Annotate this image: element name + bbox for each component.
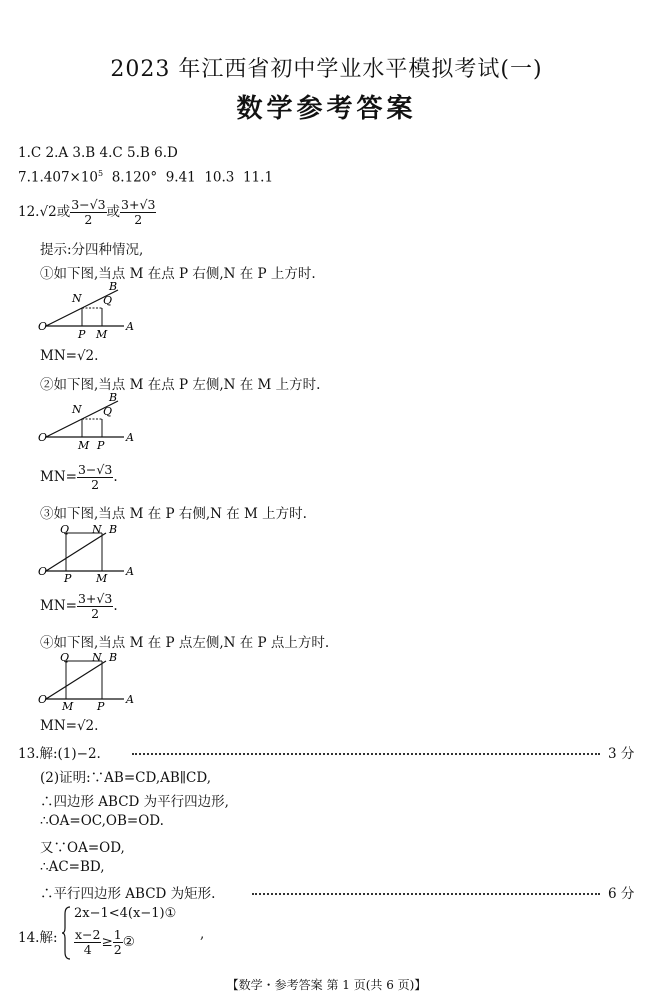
label-q: Q	[60, 523, 70, 536]
label-n: N	[92, 651, 102, 664]
geq-sign: ≥	[101, 934, 113, 950]
q14-fraction-right	[113, 928, 123, 957]
q13-part-2-line-4: 又∵OA=OD,	[40, 840, 125, 856]
label-b: B	[109, 391, 118, 404]
label-o: O	[38, 431, 48, 444]
q12-case-2: ②如下图,当点 M 在点 P 左侧,N 在 M 上方时.	[40, 377, 321, 393]
label-o: O	[38, 320, 48, 333]
q13-part-2-score: 6 分	[608, 886, 635, 902]
figure-case-4	[36, 649, 146, 711]
q12-sqrt2: √2	[39, 204, 57, 220]
q12-fraction-1	[70, 198, 106, 227]
q12-case-2-result: MN= $\frac{3-√3}{2}$ .	[40, 462, 118, 492]
answer-key-title: 数学参考答案	[236, 94, 417, 124]
label-m: M	[62, 700, 74, 711]
q12-or-2: 或	[106, 204, 121, 220]
q13-part-2-line-2: ∴四边形 ABCD 为平行四边形,	[40, 794, 229, 810]
label-p: P	[64, 572, 72, 583]
left-brace	[62, 906, 72, 960]
q14-comma: ,	[200, 926, 205, 942]
label-p: P	[97, 439, 105, 452]
fraction-denominator: 2	[84, 212, 93, 227]
label-n: N	[72, 292, 82, 305]
q12-number: 12.	[18, 204, 40, 220]
fraction-numerator: 3−√3	[77, 462, 113, 477]
label-a: A	[126, 693, 134, 706]
q12-case-3-result: MN= $\frac{3+√3}{2}$ .	[40, 591, 118, 621]
label-o: O	[38, 565, 48, 578]
fraction-numerator: x−2	[75, 927, 101, 942]
q12-case-2-fraction	[77, 463, 113, 492]
score-leader-dots	[132, 753, 600, 755]
q12-fraction-2	[120, 198, 156, 227]
fraction-denominator: 2	[134, 212, 143, 227]
label-p: P	[78, 328, 86, 341]
answers-line-1: 1.C 2.A 3.B 4.C 5.B 6.D	[18, 145, 178, 161]
q12-answer	[18, 198, 156, 227]
label-n: N	[72, 403, 82, 416]
q13-part-1-score: 3 分	[608, 746, 635, 762]
answer-7: 7.1.407×10	[18, 169, 99, 186]
q12-case-3: ③如下图,当点 M 在 P 右侧,N 在 M 上方时.	[40, 506, 307, 522]
label-n: N	[92, 523, 102, 536]
q12-or-1: 或	[56, 204, 71, 220]
q13-part-2-line-6: ∴平行四边形 ABCD 为矩形.	[40, 886, 216, 902]
q14-fraction-left	[74, 928, 101, 957]
label-m: M	[96, 572, 108, 583]
figure-case-1	[36, 280, 146, 342]
label-q: Q	[103, 405, 113, 418]
q13-part-1: 13.解:(1)−2.	[18, 746, 101, 762]
q12-case-4: ④如下图,当点 M 在 P 点左侧,N 在 P 点上方时.	[40, 635, 330, 651]
q12-case-4-result: MN=√2.	[40, 718, 99, 734]
label-a: A	[126, 431, 134, 444]
answer-7-exponent: 5	[98, 169, 104, 178]
q13-part-2-line-3: ∴OA=OC,OB=OD.	[40, 813, 164, 829]
q13-part-2-line-5: ∴AC=BD,	[40, 859, 105, 875]
answers-line-2	[18, 169, 273, 186]
fraction-numerator: 1	[113, 927, 122, 942]
q12-case-3-fraction	[77, 592, 113, 621]
q13-part-2-line-1: (2)证明:∵AB=CD,AB∥CD,	[40, 770, 211, 786]
label-a: A	[126, 320, 134, 333]
fraction-numerator: 3−√3	[71, 197, 106, 212]
fraction-denominator: 2	[91, 477, 100, 492]
q14-label: 14.解:	[18, 930, 58, 946]
q12-case-1: ①如下图,当点 M 在点 P 右侧,N 在 P 上方时.	[40, 266, 316, 282]
answers-8-11: 8.120° 9.41 10.3 11.1	[103, 169, 274, 186]
label-b: B	[109, 651, 118, 664]
label-b: B	[109, 280, 118, 293]
label-o: O	[38, 693, 48, 706]
q12-hint: 提示:分四种情况,	[40, 242, 144, 258]
label-q: Q	[60, 651, 70, 664]
q12-case-1-result: MN=√2.	[40, 348, 99, 364]
page-footer: 【数学・参考答案 第 1 页(共 6 页)】	[226, 978, 427, 992]
score-leader-dots	[252, 893, 600, 895]
inequality-tag: ②	[122, 934, 135, 950]
label-b: B	[109, 523, 118, 536]
fraction-denominator: 4	[83, 942, 92, 957]
q14-inequality-1: 2x−1<4(x−1)①	[74, 906, 177, 921]
figure-case-3	[36, 521, 146, 583]
fraction-denominator: 2	[113, 942, 122, 957]
label-p: P	[97, 700, 105, 711]
result-prefix: MN=	[40, 469, 77, 485]
label-m: M	[96, 328, 108, 341]
result-prefix: MN=	[40, 598, 77, 614]
fraction-numerator: 3+√3	[121, 197, 156, 212]
figure-case-2	[36, 391, 146, 453]
fraction-numerator: 3+√3	[77, 591, 113, 606]
exam-title: 2023 年江西省初中学业水平模拟考试(一)	[110, 57, 543, 82]
q14-inequality-2	[74, 928, 135, 957]
label-a: A	[126, 565, 134, 578]
label-m: M	[78, 439, 90, 452]
label-q: Q	[103, 294, 113, 307]
fraction-denominator: 2	[91, 606, 100, 621]
